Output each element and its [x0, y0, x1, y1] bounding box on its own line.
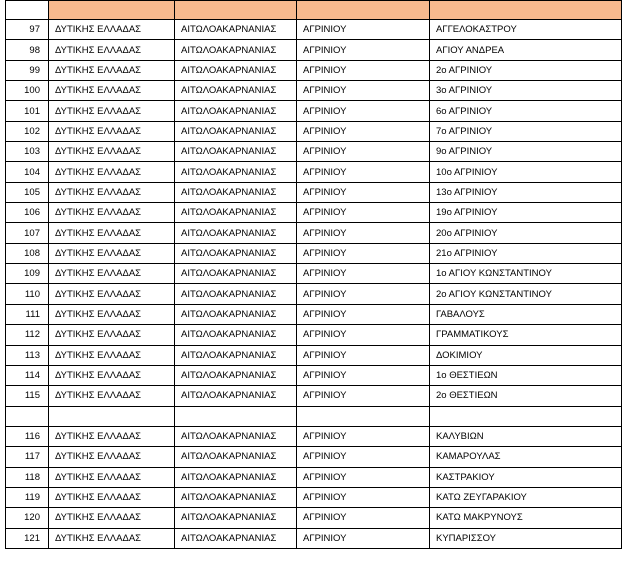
- table-row: [6, 304, 622, 324]
- region-cell: ΔΥΤΙΚΗΣ ΕΛΛΑΔΑΣ: [49, 325, 175, 345]
- table-row: [6, 40, 622, 60]
- unit-cell: ΚΑΜΑΡΟΥΛΑΣ: [430, 447, 622, 467]
- region-cell: ΔΥΤΙΚΗΣ ΕΛΛΑΔΑΣ: [49, 182, 175, 202]
- unit-cell: ΚΥΠΑΡΙΣΣΟΥ: [430, 528, 622, 548]
- row-number: 100: [6, 81, 49, 101]
- region-cell: ΔΥΤΙΚΗΣ ΕΛΛΑΔΑΣ: [49, 487, 175, 507]
- row-number: 121: [6, 528, 49, 548]
- municipality-cell: ΑΓΡΙΝΙΟΥ: [297, 508, 430, 528]
- row-number: 115: [6, 386, 49, 406]
- unit-cell: ΚΑΛΥΒΙΩΝ: [430, 426, 622, 446]
- region-cell: ΔΥΤΙΚΗΣ ΕΛΛΑΔΑΣ: [49, 243, 175, 263]
- region-cell: ΔΥΤΙΚΗΣ ΕΛΛΑΔΑΣ: [49, 121, 175, 141]
- municipality-cell: ΑΓΡΙΝΙΟΥ: [297, 182, 430, 202]
- prefecture-cell: ΑΙΤΩΛΟΑΚΑΡΝΑΝΙΑΣ: [175, 142, 297, 162]
- prefecture-cell: ΑΙΤΩΛΟΑΚΑΡΝΑΝΙΑΣ: [175, 20, 297, 40]
- row-number: 111: [6, 304, 49, 324]
- row-number: 97: [6, 20, 49, 40]
- region-cell: ΔΥΤΙΚΗΣ ΕΛΛΑΔΑΣ: [49, 528, 175, 548]
- row-number: 102: [6, 121, 49, 141]
- table-row: [6, 81, 622, 101]
- row-number: 109: [6, 264, 49, 284]
- row-number: 114: [6, 365, 49, 385]
- municipality-cell: ΑΓΡΙΝΙΟΥ: [297, 304, 430, 324]
- row-number: 99: [6, 60, 49, 80]
- prefecture-cell: ΑΙΤΩΛΟΑΚΑΡΝΑΝΙΑΣ: [175, 60, 297, 80]
- prefecture-cell: ΑΙΤΩΛΟΑΚΑΡΝΑΝΙΑΣ: [175, 447, 297, 467]
- table-row: [6, 345, 622, 365]
- header-cell-number: [6, 1, 49, 20]
- region-cell: ΔΥΤΙΚΗΣ ΕΛΛΑΔΑΣ: [49, 345, 175, 365]
- prefecture-cell: ΑΙΤΩΛΟΑΚΑΡΝΑΝΙΑΣ: [175, 467, 297, 487]
- prefecture-cell: ΑΙΤΩΛΟΑΚΑΡΝΑΝΙΑΣ: [175, 121, 297, 141]
- table-row: [6, 426, 622, 446]
- region-cell: ΔΥΤΙΚΗΣ ΕΛΛΑΔΑΣ: [49, 304, 175, 324]
- municipality-cell: ΑΓΡΙΝΙΟΥ: [297, 264, 430, 284]
- unit-cell: 1ο ΘΕΣΤΙΕΩΝ: [430, 365, 622, 385]
- municipality-cell: ΑΓΡΙΝΙΟΥ: [297, 467, 430, 487]
- table-row: [6, 203, 622, 223]
- header-cell-municipality: [297, 1, 430, 20]
- unit-cell: ΑΓΙΟΥ ΑΝΔΡΕΑ: [430, 40, 622, 60]
- region-cell: ΔΥΤΙΚΗΣ ΕΛΛΑΔΑΣ: [49, 203, 175, 223]
- table-row: [6, 264, 622, 284]
- region-cell: ΔΥΤΙΚΗΣ ΕΛΛΑΔΑΣ: [49, 386, 175, 406]
- unit-cell: ΚΑΤΩ ΜΑΚΡΥΝΟΥΣ: [430, 508, 622, 528]
- municipality-cell: ΑΓΡΙΝΙΟΥ: [297, 121, 430, 141]
- prefecture-cell: ΑΙΤΩΛΟΑΚΑΡΝΑΝΙΑΣ: [175, 325, 297, 345]
- row-number: 104: [6, 162, 49, 182]
- municipality-cell: ΑΓΡΙΝΙΟΥ: [297, 284, 430, 304]
- table-row: [6, 60, 622, 80]
- table-body: [6, 20, 622, 549]
- region-cell: ΔΥΤΙΚΗΣ ΕΛΛΑΔΑΣ: [49, 40, 175, 60]
- table-header-row: [6, 1, 622, 20]
- unit-cell: 2ο ΘΕΣΤΙΕΩΝ: [430, 386, 622, 406]
- municipality-cell: ΑΓΡΙΝΙΟΥ: [297, 325, 430, 345]
- row-number: 98: [6, 40, 49, 60]
- unit-cell: 3ο ΑΓΡΙΝΙΟΥ: [430, 81, 622, 101]
- row-number: [6, 406, 49, 426]
- municipality-cell: ΑΓΡΙΝΙΟΥ: [297, 386, 430, 406]
- municipality-cell: ΑΓΡΙΝΙΟΥ: [297, 142, 430, 162]
- table-row: [6, 284, 622, 304]
- prefecture-cell: ΑΙΤΩΛΟΑΚΑΡΝΑΝΙΑΣ: [175, 508, 297, 528]
- table-row: [6, 386, 622, 406]
- municipality-cell: ΑΓΡΙΝΙΟΥ: [297, 528, 430, 548]
- table-row: [6, 20, 622, 40]
- region-cell: ΔΥΤΙΚΗΣ ΕΛΛΑΔΑΣ: [49, 264, 175, 284]
- row-number: 106: [6, 203, 49, 223]
- prefecture-cell: ΑΙΤΩΛΟΑΚΑΡΝΑΝΙΑΣ: [175, 528, 297, 548]
- table-row: [6, 162, 622, 182]
- region-cell: [49, 406, 175, 426]
- municipality-cell: ΑΓΡΙΝΙΟΥ: [297, 203, 430, 223]
- unit-cell: 13ο ΑΓΡΙΝΙΟΥ: [430, 182, 622, 202]
- region-cell: ΔΥΤΙΚΗΣ ΕΛΛΑΔΑΣ: [49, 101, 175, 121]
- municipality-cell: ΑΓΡΙΝΙΟΥ: [297, 243, 430, 263]
- prefecture-cell: ΑΙΤΩΛΟΑΚΑΡΝΑΝΙΑΣ: [175, 243, 297, 263]
- municipality-cell: ΑΓΡΙΝΙΟΥ: [297, 487, 430, 507]
- region-cell: ΔΥΤΙΚΗΣ ΕΛΛΑΔΑΣ: [49, 162, 175, 182]
- row-number: 110: [6, 284, 49, 304]
- table-row: [6, 101, 622, 121]
- region-cell: ΔΥΤΙΚΗΣ ΕΛΛΑΔΑΣ: [49, 20, 175, 40]
- region-cell: ΔΥΤΙΚΗΣ ΕΛΛΑΔΑΣ: [49, 223, 175, 243]
- table-row: [6, 142, 622, 162]
- unit-cell: ΓΡΑΜΜΑΤΙΚΟΥΣ: [430, 325, 622, 345]
- prefecture-cell: ΑΙΤΩΛΟΑΚΑΡΝΑΝΙΑΣ: [175, 101, 297, 121]
- unit-cell: 10ο ΑΓΡΙΝΙΟΥ: [430, 162, 622, 182]
- unit-cell: ΓΑΒΑΛΟΥΣ: [430, 304, 622, 324]
- prefecture-cell: ΑΙΤΩΛΟΑΚΑΡΝΑΝΙΑΣ: [175, 284, 297, 304]
- prefecture-cell: ΑΙΤΩΛΟΑΚΑΡΝΑΝΙΑΣ: [175, 203, 297, 223]
- table-row: [6, 487, 622, 507]
- table-row: [6, 365, 622, 385]
- unit-cell: 7ο ΑΓΡΙΝΙΟΥ: [430, 121, 622, 141]
- region-cell: ΔΥΤΙΚΗΣ ΕΛΛΑΔΑΣ: [49, 426, 175, 446]
- prefecture-cell: ΑΙΤΩΛΟΑΚΑΡΝΑΝΙΑΣ: [175, 487, 297, 507]
- prefecture-cell: ΑΙΤΩΛΟΑΚΑΡΝΑΝΙΑΣ: [175, 386, 297, 406]
- prefecture-cell: ΑΙΤΩΛΟΑΚΑΡΝΑΝΙΑΣ: [175, 81, 297, 101]
- unit-cell: [430, 406, 622, 426]
- row-number: 101: [6, 101, 49, 121]
- municipality-cell: ΑΓΡΙΝΙΟΥ: [297, 101, 430, 121]
- region-cell: ΔΥΤΙΚΗΣ ΕΛΛΑΔΑΣ: [49, 142, 175, 162]
- unit-cell: ΚΑΤΩ ΖΕΥΓΑΡΑΚΙΟΥ: [430, 487, 622, 507]
- header-cell-unit: [430, 1, 622, 20]
- row-number: 113: [6, 345, 49, 365]
- row-number: 120: [6, 508, 49, 528]
- unit-cell: ΔΟΚΙΜΙΟΥ: [430, 345, 622, 365]
- unit-cell: 19ο ΑΓΡΙΝΙΟΥ: [430, 203, 622, 223]
- region-cell: ΔΥΤΙΚΗΣ ΕΛΛΑΔΑΣ: [49, 81, 175, 101]
- row-number: 105: [6, 182, 49, 202]
- municipality-cell: ΑΓΡΙΝΙΟΥ: [297, 447, 430, 467]
- row-number: 118: [6, 467, 49, 487]
- municipality-cell: ΑΓΡΙΝΙΟΥ: [297, 20, 430, 40]
- region-cell: ΔΥΤΙΚΗΣ ΕΛΛΑΔΑΣ: [49, 447, 175, 467]
- region-cell: ΔΥΤΙΚΗΣ ΕΛΛΑΔΑΣ: [49, 60, 175, 80]
- row-number: 108: [6, 243, 49, 263]
- unit-cell: 20ο ΑΓΡΙΝΙΟΥ: [430, 223, 622, 243]
- prefecture-cell: ΑΙΤΩΛΟΑΚΑΡΝΑΝΙΑΣ: [175, 40, 297, 60]
- table-row: [6, 447, 622, 467]
- unit-cell: 6ο ΑΓΡΙΝΙΟΥ: [430, 101, 622, 121]
- row-number: 107: [6, 223, 49, 243]
- municipality-cell: ΑΓΡΙΝΙΟΥ: [297, 426, 430, 446]
- row-number: 116: [6, 426, 49, 446]
- municipality-cell: ΑΓΡΙΝΙΟΥ: [297, 81, 430, 101]
- prefecture-cell: [175, 406, 297, 426]
- prefecture-cell: ΑΙΤΩΛΟΑΚΑΡΝΑΝΙΑΣ: [175, 162, 297, 182]
- table-row: [6, 508, 622, 528]
- header-cell-prefecture: [175, 1, 297, 20]
- prefecture-cell: ΑΙΤΩΛΟΑΚΑΡΝΑΝΙΑΣ: [175, 345, 297, 365]
- row-number: 119: [6, 487, 49, 507]
- table-row: [6, 182, 622, 202]
- unit-cell: ΚΑΣΤΡΑΚΙΟΥ: [430, 467, 622, 487]
- row-number: 103: [6, 142, 49, 162]
- prefecture-cell: ΑΙΤΩΛΟΑΚΑΡΝΑΝΙΑΣ: [175, 365, 297, 385]
- municipality-cell: ΑΓΡΙΝΙΟΥ: [297, 60, 430, 80]
- prefecture-cell: ΑΙΤΩΛΟΑΚΑΡΝΑΝΙΑΣ: [175, 426, 297, 446]
- unit-cell: 21ο ΑΓΡΙΝΙΟΥ: [430, 243, 622, 263]
- schools-table: [5, 0, 622, 549]
- prefecture-cell: ΑΙΤΩΛΟΑΚΑΡΝΑΝΙΑΣ: [175, 304, 297, 324]
- table-row: [6, 467, 622, 487]
- unit-cell: 1ο ΑΓΙΟΥ ΚΩΝΣΤΑΝΤΙΝΟΥ: [430, 264, 622, 284]
- municipality-cell: [297, 406, 430, 426]
- table-row: [6, 243, 622, 263]
- table-row: [6, 406, 622, 426]
- row-number: 112: [6, 325, 49, 345]
- region-cell: ΔΥΤΙΚΗΣ ΕΛΛΑΔΑΣ: [49, 508, 175, 528]
- unit-cell: 9ο ΑΓΡΙΝΙΟΥ: [430, 142, 622, 162]
- table-row: [6, 325, 622, 345]
- region-cell: ΔΥΤΙΚΗΣ ΕΛΛΑΔΑΣ: [49, 365, 175, 385]
- unit-cell: 2ο ΑΓΡΙΝΙΟΥ: [430, 60, 622, 80]
- table-row: [6, 121, 622, 141]
- municipality-cell: ΑΓΡΙΝΙΟΥ: [297, 345, 430, 365]
- municipality-cell: ΑΓΡΙΝΙΟΥ: [297, 40, 430, 60]
- header-cell-region: [49, 1, 175, 20]
- prefecture-cell: ΑΙΤΩΛΟΑΚΑΡΝΑΝΙΑΣ: [175, 223, 297, 243]
- municipality-cell: ΑΓΡΙΝΙΟΥ: [297, 223, 430, 243]
- municipality-cell: ΑΓΡΙΝΙΟΥ: [297, 365, 430, 385]
- prefecture-cell: ΑΙΤΩΛΟΑΚΑΡΝΑΝΙΑΣ: [175, 264, 297, 284]
- municipality-cell: ΑΓΡΙΝΙΟΥ: [297, 162, 430, 182]
- prefecture-cell: ΑΙΤΩΛΟΑΚΑΡΝΑΝΙΑΣ: [175, 182, 297, 202]
- region-cell: ΔΥΤΙΚΗΣ ΕΛΛΑΔΑΣ: [49, 467, 175, 487]
- table-row: [6, 528, 622, 548]
- region-cell: ΔΥΤΙΚΗΣ ΕΛΛΑΔΑΣ: [49, 284, 175, 304]
- unit-cell: ΑΓΓΕΛΟΚΑΣΤΡΟΥ: [430, 20, 622, 40]
- table-row: [6, 223, 622, 243]
- row-number: 117: [6, 447, 49, 467]
- unit-cell: 2ο ΑΓΙΟΥ ΚΩΝΣΤΑΝΤΙΝΟΥ: [430, 284, 622, 304]
